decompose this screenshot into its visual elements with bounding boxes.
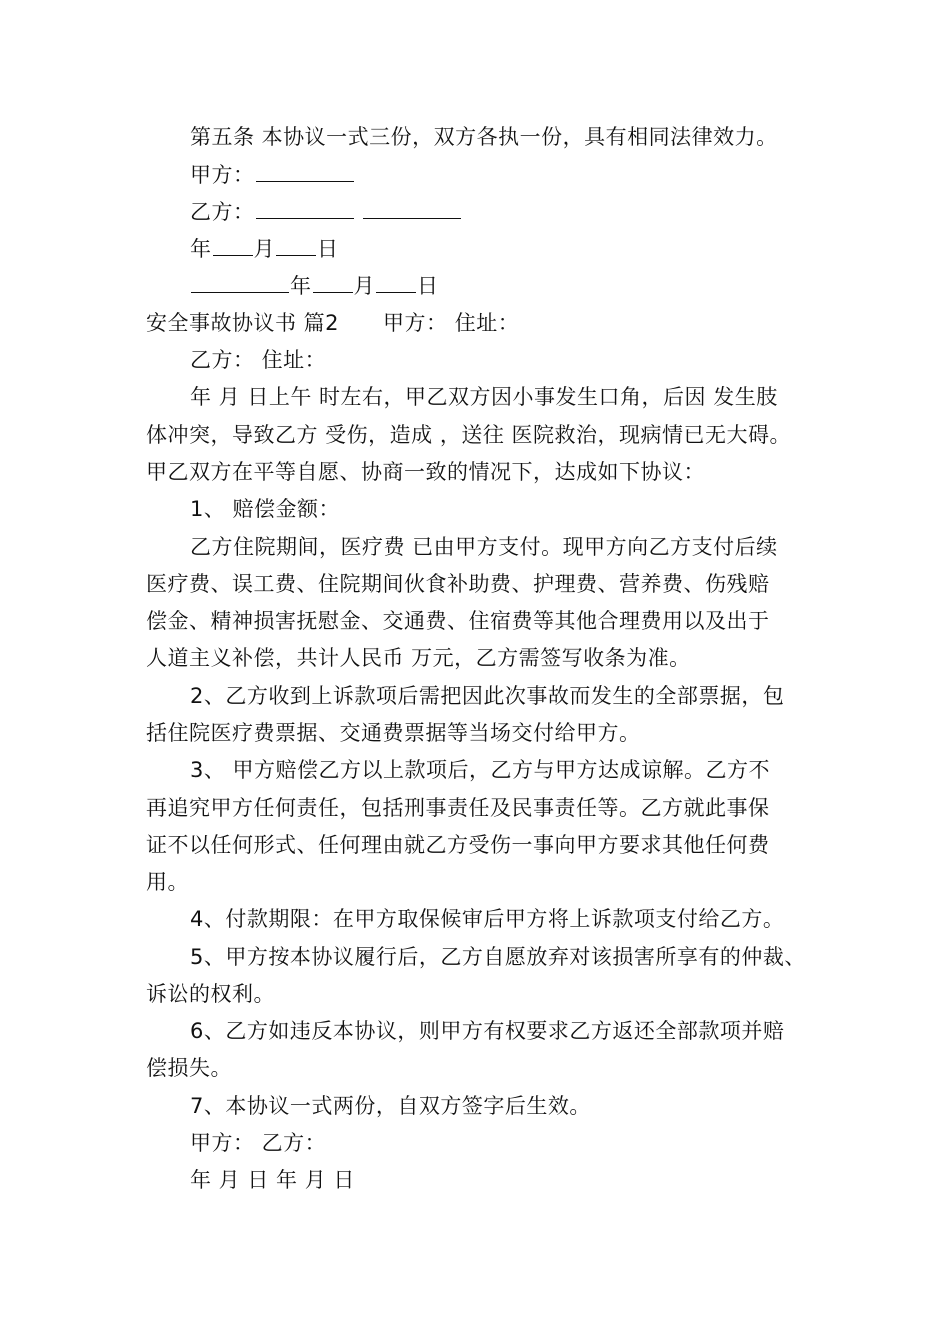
- year-label: 年: [290, 274, 312, 298]
- party-a-label: 甲方：: [190, 163, 255, 187]
- final-signatures: 甲方： 乙方：: [190, 1131, 327, 1155]
- date-blank: [313, 270, 353, 293]
- intro-line: 体冲突，导致乙方 受伤，造成 ，送往 医院救治，现病情已无大碍。: [146, 423, 792, 447]
- item-5-line: 诉讼的权利。: [146, 982, 275, 1006]
- signature-party-b: [190, 196, 462, 227]
- day-label: 日: [417, 274, 439, 298]
- final-dates: 年 月 日 年 月 日: [190, 1168, 355, 1192]
- month-label: 月: [253, 237, 275, 261]
- item-3-line: 再追究甲方任何责任，包括刑事责任及民事责任等。乙方就此事保: [146, 796, 770, 820]
- item-1-line: 医疗费、误工费、住院期间伙食补助费、护理费、营养费、伤残赔: [146, 572, 770, 596]
- item-1-line: 偿金、精神损害抚慰金、交通费、住宿费等其他合理费用以及出于: [146, 609, 770, 633]
- party-b-label: 乙方：: [190, 200, 255, 224]
- item-6-line: 偿损失。: [146, 1056, 232, 1080]
- section-heading: [146, 308, 519, 338]
- item-7: 7、本协议一式两份，自双方签字后生效。: [190, 1094, 591, 1118]
- intro-line: 年 月 日上午 时左右，甲乙双方因小事发生口角，后因 发生肢: [190, 385, 778, 409]
- item-2-line: 括住院医疗费票据、交通费票据等当场交付给甲方。: [146, 721, 641, 745]
- item-6-line: 6、乙方如违反本协议，则甲方有权要求乙方返还全部款项并赔: [190, 1019, 785, 1043]
- signature-party-a: [190, 159, 355, 190]
- item-1-line: 人道主义补偿，共计人民币 万元，乙方需签写收条为准。: [146, 646, 691, 670]
- date-line-2: [190, 270, 439, 301]
- item-3-line: 3、 甲方赔偿乙方以上款项后，乙方与甲方达成谅解。乙方不: [190, 758, 771, 782]
- day-label: 日: [317, 237, 339, 261]
- clause-five: 第五条 本协议一式三份，双方各执一份，具有相同法律效力。: [190, 125, 778, 149]
- signature-blank: [256, 159, 354, 182]
- date-blank: [376, 270, 416, 293]
- item-3-line: 证不以任何形式、任何理由就乙方受伤一事向甲方要求其他任何费: [146, 833, 770, 857]
- intro-line: 甲乙双方在平等自愿、协商一致的情况下，达成如下协议：: [146, 460, 705, 484]
- date-blank: [191, 270, 289, 293]
- item-5-line: 5、甲方按本协议履行后，乙方自愿放弃对该损害所享有的仲裁、: [190, 945, 806, 969]
- heading-party-a: 甲方： 住址：: [383, 311, 520, 335]
- date-blank: [276, 233, 316, 256]
- item-4: 4、付款期限：在甲方取保候审后甲方将上诉款项支付给乙方。: [190, 907, 785, 931]
- item-2-line: 2、乙方收到上诉款项后需把因此次事故而发生的全部票据，包: [190, 684, 785, 708]
- party-b-address: 乙方： 住址：: [190, 348, 327, 372]
- signature-blank: [363, 196, 461, 219]
- date-blank: [213, 233, 253, 256]
- date-line-1: [190, 233, 339, 264]
- item-3-line: 用。: [146, 870, 189, 894]
- year-label: 年: [190, 237, 212, 261]
- heading-title: 安全事故协议书 篇2: [146, 311, 340, 335]
- month-label: 月: [353, 274, 375, 298]
- item-1-title: 1、 赔偿金额：: [190, 497, 341, 521]
- signature-blank: [256, 196, 354, 219]
- item-1-line: 乙方住院期间，医疗费 已由甲方支付。现甲方向乙方支付后续: [190, 535, 778, 559]
